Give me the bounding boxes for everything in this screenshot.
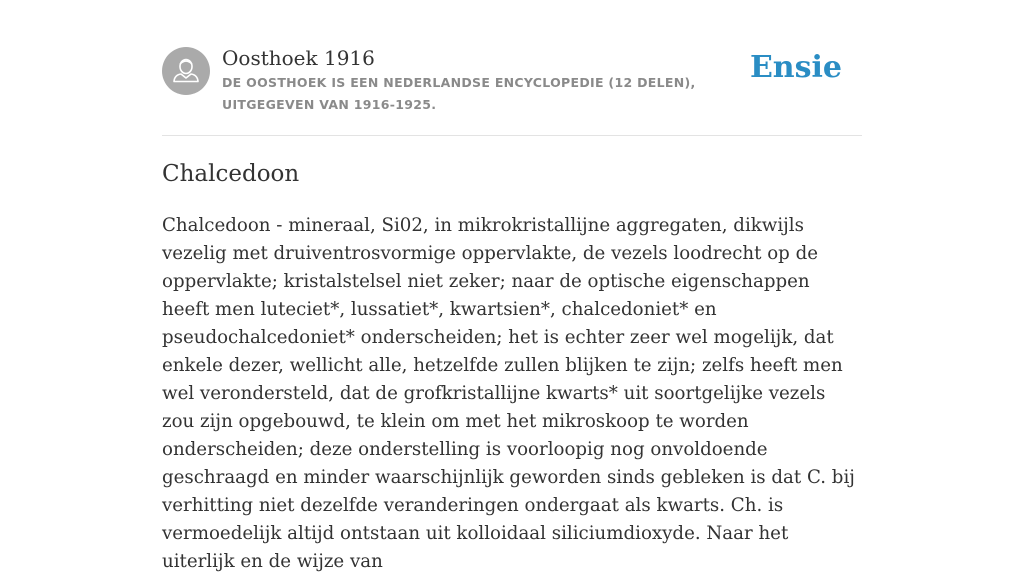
article-body: Chalcedoon - mineraal, Si02, in mikrokristallijne aggregaten, dikwijls vezelig met druiventrosvormige oppervlakte, de vezels loodrecht op de oppervlakte; kristalstelsel niet zeker; naar de optische eigenschappen heeft men luteciet*, lussatiet*, kwartsien*, chalcedoniet* en pseudochalcedoniet* onderscheiden; het is echter zeer wel mogelijk, dat enkele dezer, wellicht alle, hetzelfde zullen blijken te zijn; zelfs heeft men wel verondersteld, dat de grofkristallijne kwarts* uit soortgelijke vezels zou zijn opgebouwd, te klein om met het mikroskoop te worden onderscheiden; deze onderstelling is voorloopig nog onvoldoende geschraagd en minder waarschijnlijk geworden sinds gebleken is dat C. bij verhitting niet dezelfde veranderingen ondergaat als kwarts. Ch. is vermoedelijk altijd ontstaan uit kolloidaal siliciumdioxyde. Naar het uiterlijk en de wijze van <box>162 215 855 572</box>
source-title[interactable]: Oosthoek 1916 <box>222 46 375 70</box>
avatar[interactable] <box>162 47 210 95</box>
header-divider <box>162 135 862 136</box>
article-title: Chalcedoon <box>162 161 300 187</box>
brand-logo[interactable]: Ensie <box>749 50 842 85</box>
user-icon <box>162 47 210 95</box>
source-description: DE OOSTHOEK IS EEN NEDERLANDSE ENCYCLOPEDIE (12 DELEN), UITGEGEVEN VAN 1916-1925. <box>222 75 696 112</box>
source-header <box>162 46 862 136</box>
